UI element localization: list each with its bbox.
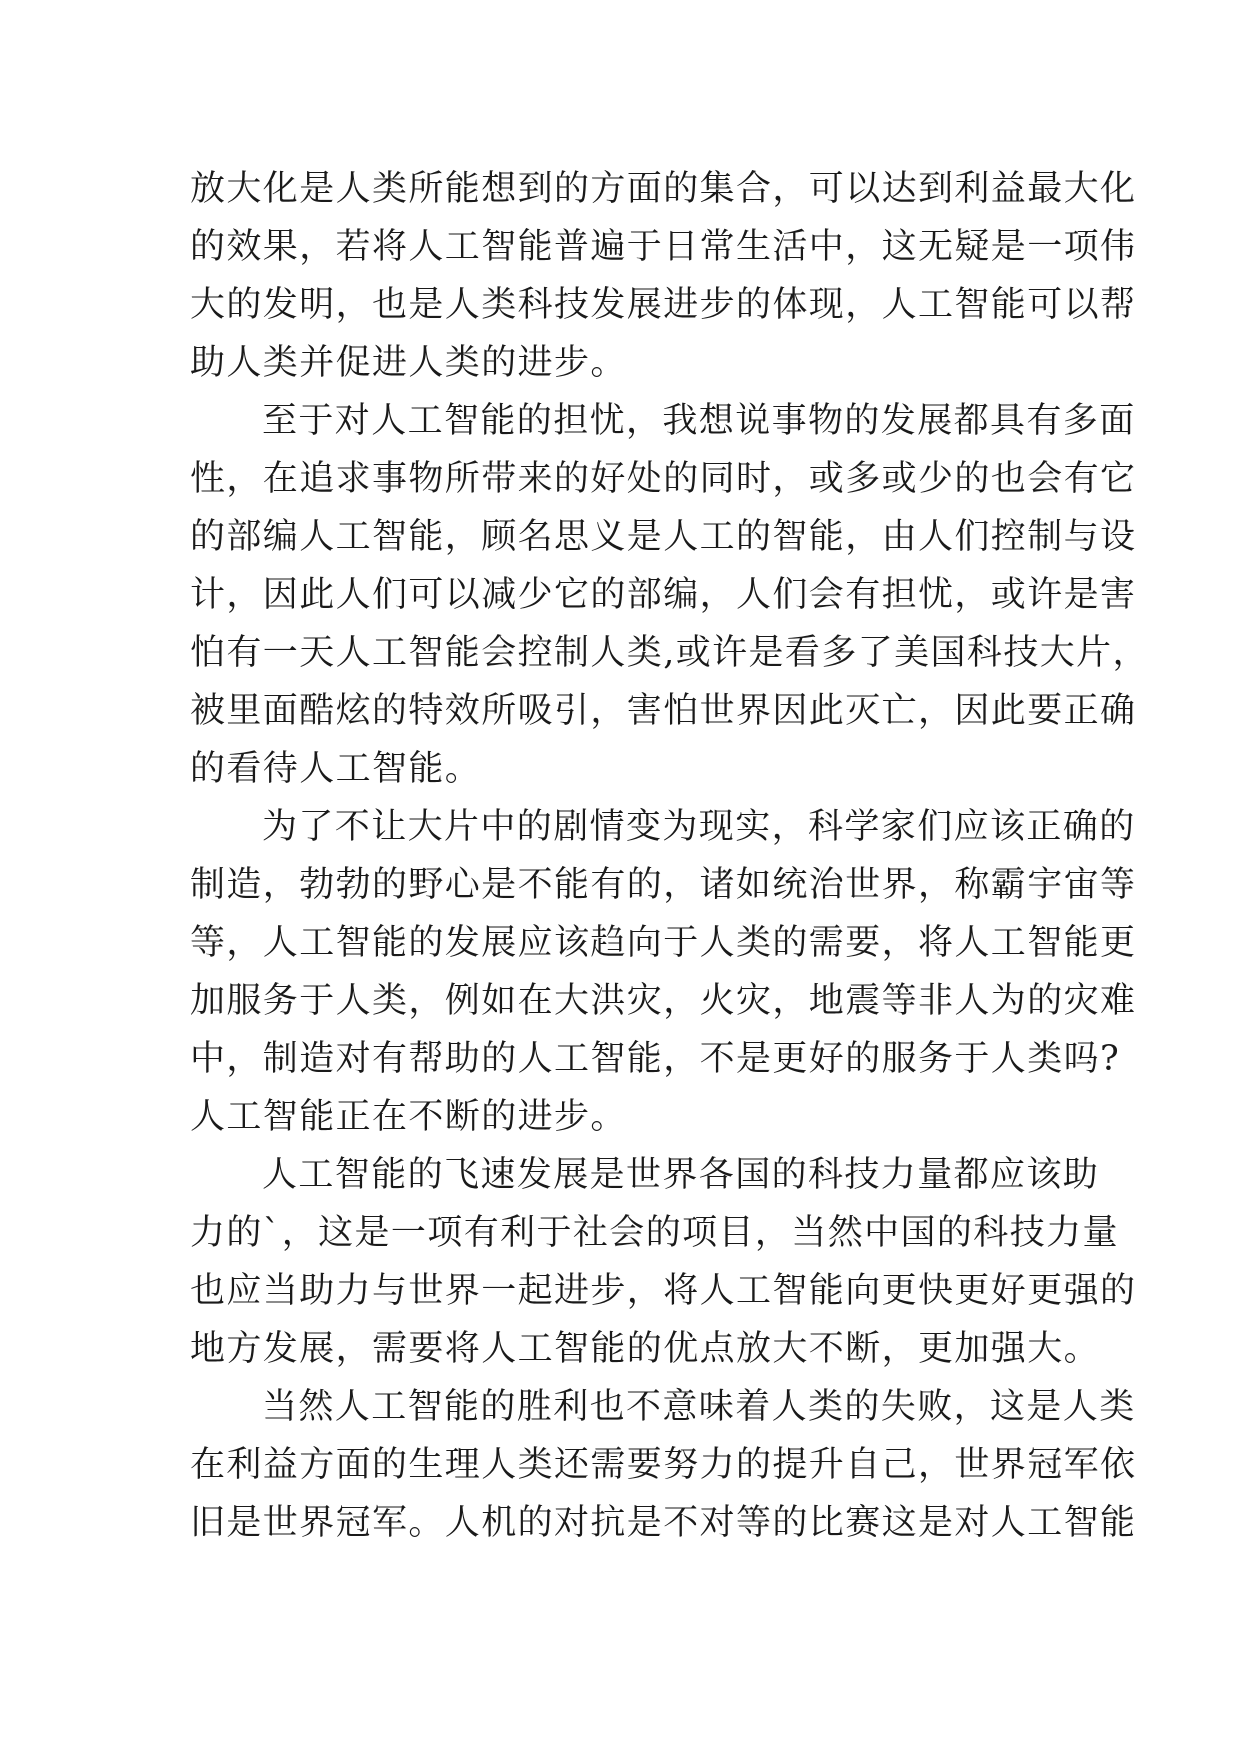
text-line: 怕有一天人工智能会控制人类,或许是看多了美国科技大片， — [190, 633, 1149, 673]
text-line: 放大化是人类所能想到的方面的集合，可以达到利益最大化 — [190, 169, 1137, 209]
text-line: 旧是世界冠军。人机的对抗是不对等的比赛这是对人工智能 — [190, 1503, 1137, 1543]
text-line: 助人类并促进人类的进步。 — [190, 343, 627, 383]
text-line: 性，在追求事物所带来的好处的同时，或多或少的也会有它 — [190, 459, 1137, 499]
text-line: 的效果，若将人工智能普遍于日常生活中，这无疑是一项伟 — [190, 227, 1137, 267]
document-body — [190, 160, 1149, 1552]
text-line: 等，人工智能的发展应该趋向于人类的需要，将人工智能更 — [190, 923, 1137, 963]
text-line: 当然人工智能的胜利也不意味着人类的失败，这是人类 — [262, 1387, 1136, 1427]
paragraph-5 — [190, 1378, 1137, 1552]
text-line: 地方发展，需要将人工智能的优点放大不断，更加强大。 — [190, 1329, 1101, 1369]
text-line: 中，制造对有帮助的人工智能，不是更好的服务于人类吗? — [190, 1039, 1121, 1079]
text-line: 制造，勃勃的野心是不能有的，诸如统治世界，称霸宇宙等 — [190, 865, 1137, 905]
paragraph-1 — [190, 160, 1137, 392]
text-line: 被里面酷炫的特效所吸引，害怕世界因此灭亡，因此要正确 — [190, 691, 1137, 731]
text-line: 至于对人工智能的担忧，我想说事物的发展都具有多面 — [262, 401, 1136, 441]
text-line: 在利益方面的生理人类还需要努力的提升自己，世界冠军依 — [190, 1445, 1137, 1485]
text-line: 加服务于人类，例如在大洪灾，火灾，地震等非人为的灾难 — [190, 981, 1137, 1021]
text-line: 力的`，这是一项有利于社会的项目，当然中国的科技力量 — [190, 1213, 1119, 1253]
text-line: 大的发明，也是人类科技发展进步的体现，人工智能可以帮 — [190, 285, 1137, 325]
text-line: 的部编人工智能，顾名思义是人工的智能，由人们控制与设 — [190, 517, 1137, 557]
text-line: 的看待人工智能。 — [190, 749, 482, 789]
text-line: 人工智能正在不断的进步。 — [190, 1097, 627, 1137]
paragraph-4 — [190, 1146, 1137, 1378]
text-line: 也应当助力与世界一起进步，将人工智能向更快更好更强的 — [190, 1271, 1137, 1311]
text-line: 人工智能的飞速发展是世界各国的科技力量都应该助 — [262, 1155, 1100, 1195]
paragraph-2 — [190, 392, 1149, 798]
paragraph-3 — [190, 798, 1137, 1146]
text-line: 计，因此人们可以减少它的部编，人们会有担忧，或许是害 — [190, 575, 1137, 615]
text-line: 为了不让大片中的剧情变为现实，科学家们应该正确的 — [262, 807, 1136, 847]
